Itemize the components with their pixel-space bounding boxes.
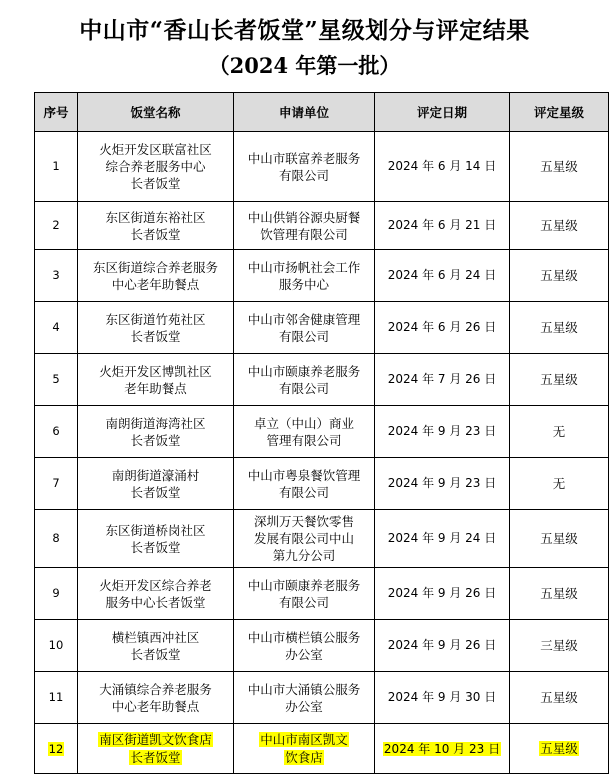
canteen-name	[78, 202, 234, 250]
rating-date	[375, 510, 510, 568]
applicant-unit-text: 饮食店	[285, 749, 323, 765]
rating-date-text: 2024 年 6 月 24 日	[387, 268, 497, 282]
row-index-text: 12	[48, 741, 64, 756]
rating-date	[375, 202, 510, 250]
canteen-name-text: 长者饭堂	[130, 749, 181, 765]
row-index-text: 2	[52, 218, 60, 232]
star-level-text: 五星级	[540, 690, 578, 705]
rating-date-text: 2024 年 9 月 26 日	[387, 586, 497, 600]
star-level-text: 五星级	[540, 159, 578, 174]
table-row	[35, 406, 609, 458]
applicant-unit	[234, 510, 375, 568]
canteen-name-text: 长者饭堂	[130, 539, 181, 555]
canteen-name-text: 长者饭堂	[130, 432, 181, 448]
rating-date	[375, 672, 510, 724]
star-level	[510, 354, 609, 406]
canteen-name	[78, 568, 234, 620]
star-level-text: 无	[552, 424, 566, 439]
star-level-text: 五星级	[540, 740, 578, 756]
rating-date-text: 2024 年 10 月 23 日	[383, 741, 501, 756]
star-level-text: 五星级	[540, 268, 578, 283]
canteen-name	[78, 620, 234, 672]
applicant-unit	[234, 406, 375, 458]
rating-date-text: 2024 年 6 月 26 日	[387, 320, 497, 334]
row-index	[35, 510, 78, 568]
applicant-unit-text: 办公室	[285, 698, 323, 714]
rating-date-text: 2024 年 9 月 23 日	[387, 424, 497, 438]
applicant-unit-text: 服务中心	[278, 276, 329, 292]
row-index	[35, 568, 78, 620]
canteen-name-text: 长者饭堂	[130, 226, 181, 242]
applicant-unit-text: 有限公司	[278, 328, 329, 344]
table-row	[35, 132, 609, 202]
applicant-unit-text: 饮管理有限公司	[260, 226, 348, 242]
header-rating-date: 评定日期	[375, 93, 510, 132]
canteen-name-text: 南区街道凯文饮食店	[99, 731, 212, 747]
applicant-unit-text: 中山市颐康养老服务	[247, 577, 361, 593]
canteen-name-text: 长者饭堂	[130, 328, 181, 344]
table-header-row	[35, 93, 609, 132]
row-index-text: 6	[52, 424, 60, 438]
canteen-name	[78, 354, 234, 406]
rating-date	[375, 620, 510, 672]
rating-date-text: 2024 年 6 月 14 日	[387, 159, 497, 173]
canteen-name-text: 大涌镇综合养老服务	[99, 681, 212, 697]
rating-date	[375, 132, 510, 202]
applicant-unit	[234, 202, 375, 250]
applicant-unit	[234, 672, 375, 724]
table-row	[35, 568, 609, 620]
rating-date	[375, 250, 510, 302]
canteen-name-text: 火炬开发区联富社区	[99, 142, 212, 157]
table-row	[35, 250, 609, 302]
star-level-text: 五星级	[540, 218, 578, 233]
header-canteen-name: 饭堂名称	[78, 93, 234, 132]
table-body	[35, 132, 609, 774]
rating-date-text: 2024 年 9 月 30 日	[387, 690, 497, 704]
rating-date-text: 2024 年 6 月 21 日	[387, 218, 497, 232]
canteen-name	[78, 250, 234, 302]
star-level	[510, 406, 609, 458]
row-index-text: 4	[52, 320, 60, 334]
star-level	[510, 202, 609, 250]
applicant-unit-text: 中山市南区凯文	[260, 731, 348, 747]
rating-date-text: 2024 年 9 月 23 日	[387, 476, 497, 490]
document-subtitle: （2024 年第一批）	[208, 53, 401, 78]
rating-date-text: 2024 年 9 月 24 日	[387, 531, 497, 545]
applicant-unit-text: 中山市大涌镇公服务	[247, 681, 361, 697]
table-row	[35, 202, 609, 250]
star-level	[510, 568, 609, 620]
canteen-name-text: 中心老年助餐点	[111, 276, 200, 292]
row-index	[35, 354, 78, 406]
header-applicant: 申请单位	[234, 93, 375, 132]
table-row	[35, 302, 609, 354]
star-level-text: 无	[552, 476, 566, 491]
canteen-name	[78, 132, 234, 202]
canteen-name-text: 南朗街道海湾社区	[105, 415, 206, 431]
star-level	[510, 672, 609, 724]
applicant-unit-text: 中山供销谷源央厨餐	[247, 209, 361, 225]
row-index	[35, 202, 78, 250]
applicant-unit-text: 中山市粤泉餐饮管理	[247, 467, 361, 483]
row-index	[35, 458, 78, 510]
rating-date	[375, 302, 510, 354]
table-row	[35, 354, 609, 406]
row-index-text: 11	[48, 690, 64, 704]
header-index: 序号	[35, 93, 78, 132]
canteen-name-text: 中心老年助餐点	[111, 698, 200, 714]
table-row	[35, 724, 609, 774]
table-row	[35, 458, 609, 510]
canteen-name	[78, 510, 234, 568]
canteen-name	[78, 302, 234, 354]
rating-date	[375, 354, 510, 406]
star-level	[510, 250, 609, 302]
row-index-text: 7	[52, 476, 60, 490]
star-level-text: 五星级	[540, 372, 578, 387]
canteen-name-text: 东区街道综合养老服务	[92, 259, 218, 275]
row-index	[35, 672, 78, 724]
row-index-text: 3	[52, 268, 60, 282]
star-level-text: 五星级	[540, 531, 578, 546]
star-level	[510, 510, 609, 568]
canteen-name-text: 横栏镇西冲社区	[111, 629, 200, 645]
applicant-unit-text: 有限公司	[278, 484, 329, 500]
canteen-name-text: 长者饭堂	[130, 484, 181, 500]
star-level-text: 五星级	[540, 320, 578, 335]
applicant-unit-text: 卓立（中山）商业	[253, 415, 354, 431]
canteen-name-text: 服务中心长者饭堂	[105, 594, 206, 610]
rating-date	[375, 568, 510, 620]
row-index-text: 8	[52, 531, 60, 545]
applicant-unit	[234, 568, 375, 620]
canteen-name	[78, 406, 234, 458]
applicant-unit	[234, 458, 375, 510]
star-level	[510, 724, 609, 774]
applicant-unit-text: 有限公司	[278, 167, 329, 183]
rating-date-text: 2024 年 9 月 26 日	[387, 638, 497, 652]
applicant-unit-text: 办公室	[285, 646, 323, 662]
applicant-unit-text: 有限公司	[278, 380, 329, 396]
canteen-name-text: 长者饭堂	[130, 646, 181, 662]
table-row	[35, 672, 609, 724]
applicant-unit-text: 中山市邻舍健康管理	[247, 311, 361, 327]
applicant-unit-text: 中山市横栏镇公服务	[247, 629, 361, 645]
rating-date	[375, 406, 510, 458]
table-row	[35, 510, 609, 568]
canteen-name-text: 东区街道桥岗社区	[105, 522, 206, 538]
canteen-name-text: 东区街道东裕社区	[105, 209, 206, 225]
canteen-name-text: 南朗街道濠涌村	[111, 467, 200, 483]
star-level-text: 三星级	[540, 638, 578, 653]
star-level	[510, 620, 609, 672]
applicant-unit	[234, 620, 375, 672]
canteen-name-text: 东区街道竹苑社区	[105, 311, 206, 327]
row-index	[35, 132, 78, 202]
canteen-name	[78, 458, 234, 510]
star-level-text: 五星级	[540, 586, 578, 601]
row-index-text: 5	[52, 372, 60, 386]
row-index	[35, 620, 78, 672]
canteen-name-text: 长者饭堂	[130, 176, 181, 191]
rating-date	[375, 724, 510, 774]
row-index-text: 10	[48, 638, 64, 652]
canteen-name-text: 火炬开发区综合养老	[99, 577, 212, 593]
row-index	[35, 724, 78, 774]
row-index	[35, 406, 78, 458]
row-index-text: 9	[52, 586, 60, 600]
row-index	[35, 302, 78, 354]
applicant-unit-text: 中山市颐康养老服务	[247, 363, 361, 379]
canteen-name-text: 综合养老服务中心	[105, 159, 206, 174]
applicant-unit-text: 发展有限公司中山	[253, 531, 354, 546]
row-index	[35, 250, 78, 302]
document-title: 中山市“香山长者饭堂”星级划分与评定结果	[79, 17, 530, 44]
canteen-name	[78, 724, 234, 774]
applicant-unit	[234, 302, 375, 354]
applicant-unit	[234, 250, 375, 302]
applicant-unit-text: 中山市扬帆社会工作	[247, 259, 361, 275]
applicant-unit	[234, 724, 375, 774]
applicant-unit-text: 有限公司	[278, 594, 329, 610]
row-index-text: 1	[52, 159, 60, 173]
applicant-unit-text: 中山市联富养老服务	[247, 150, 361, 166]
table-row	[35, 620, 609, 672]
star-level	[510, 132, 609, 202]
applicant-unit-text: 深圳万天餐饮零售	[253, 514, 354, 529]
applicant-unit	[234, 354, 375, 406]
header-star-level: 评定星级	[510, 93, 609, 132]
rating-table	[34, 92, 609, 774]
canteen-name-text: 老年助餐点	[124, 380, 187, 396]
canteen-name	[78, 672, 234, 724]
star-level	[510, 302, 609, 354]
applicant-unit	[234, 132, 375, 202]
canteen-name-text: 火炬开发区博凯社区	[99, 363, 212, 379]
applicant-unit-text: 管理有限公司	[266, 432, 342, 448]
rating-date	[375, 458, 510, 510]
star-level	[510, 458, 609, 510]
rating-date-text: 2024 年 7 月 26 日	[387, 372, 497, 386]
applicant-unit-text: 第九分公司	[272, 548, 336, 563]
